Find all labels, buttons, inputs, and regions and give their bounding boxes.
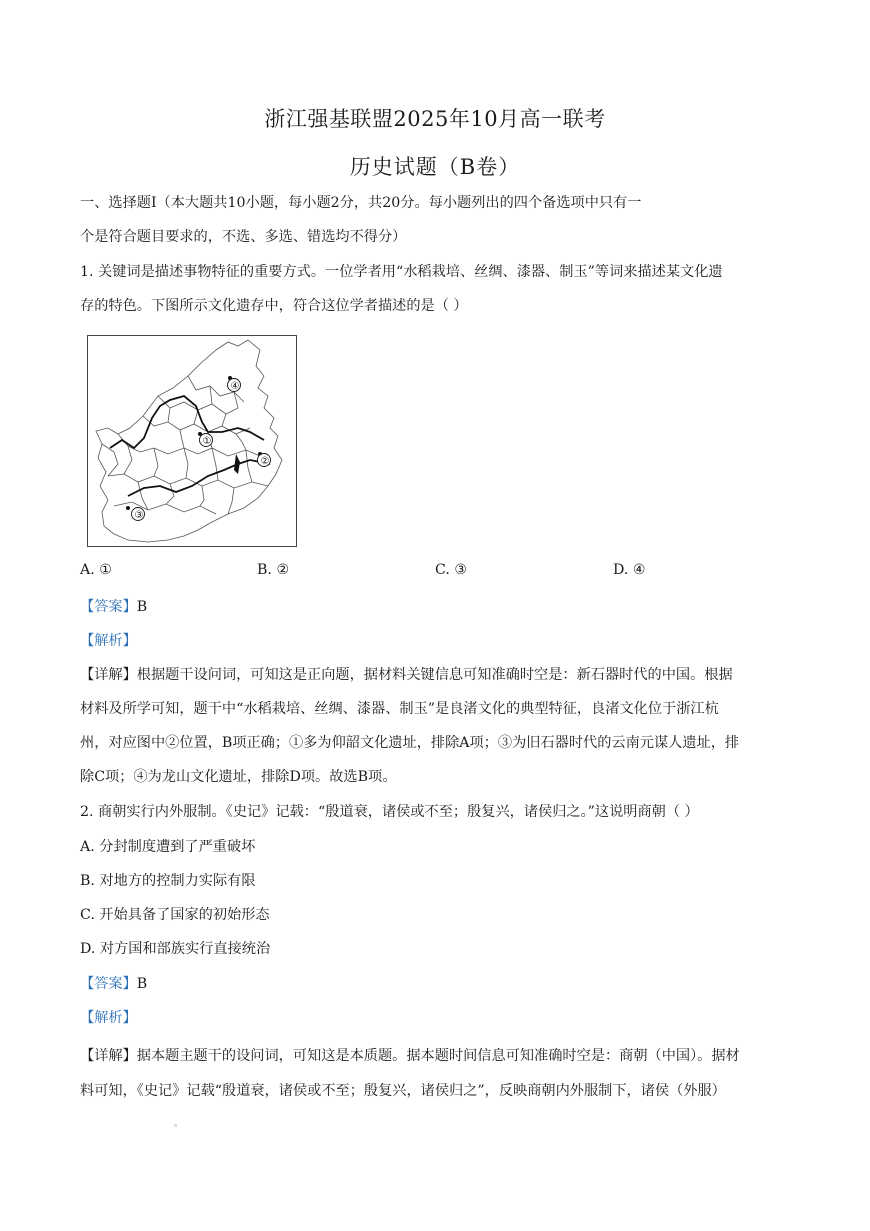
q1-stem-line2: 存的特色。下图所示文化遗存中，符合这位学者描述的是（ ） — [80, 298, 468, 314]
q1-answer-value: B — [136, 599, 148, 615]
footer-mark — [174, 1124, 177, 1127]
q2-analysis — [80, 1007, 800, 1027]
map-label-2: ② — [260, 456, 270, 467]
q2-answer-value: B — [136, 976, 148, 992]
section-heading-line2: 个是符合题目要求的，不选、多选、错选均不得分） — [80, 229, 407, 245]
exam-subtitle: 历史试题（B卷） — [349, 155, 521, 179]
q2-option-a: A. 分封制度遭到了严重破坏 — [80, 839, 256, 855]
q2-option-d: D. 对方国和部族实行直接统治 — [80, 941, 271, 957]
q2-answer-tag: 【答案】 — [80, 976, 137, 992]
china-map-figure — [87, 335, 297, 547]
q1-answer-tag: 【答案】 — [80, 599, 137, 615]
section-heading-line1: 一、选择题Ⅰ（本大题共10小题，每小题2分，共20分。每小题列出的四个备选项中只有一 — [80, 195, 642, 211]
q1-detail-text1: 根据题干设问词，可知这是正向题，据材料关键信息可知准确时空是：新石器时代的中国。根据 — [136, 667, 733, 683]
exam-title: 浙江强基联盟2025年10月高一联考 — [264, 107, 606, 131]
q1-detail-line2: 材料及所学可知，题干中“水稻栽培、丝绸、漆器、制玉”是良渚文化的典型特征，良渚文化位于浙江杭 — [80, 701, 719, 717]
q2-detail-line1 — [80, 1045, 800, 1065]
q2-stem: 2. 商朝实行内外服制。《史记》记载：“殷道衰，诸侯或不至；殷复兴，诸侯归之。”这说明商朝（ ） — [80, 804, 699, 820]
q2-option-c: C. 开始具备了国家的初始形态 — [80, 907, 270, 923]
map-label-4: ④ — [230, 381, 240, 392]
q1-option-c: C. ③ — [435, 562, 468, 578]
q1-detail-line1 — [80, 664, 800, 684]
q1-answer — [80, 596, 800, 616]
q1-option-b: B. ② — [257, 562, 290, 578]
map-label-3: ③ — [134, 510, 144, 521]
china-map-svg — [88, 336, 296, 546]
q2-analysis-tag: 【解析】 — [80, 1010, 137, 1026]
q1-option-a: A. ① — [80, 562, 112, 578]
q2-detail-tag: 【详解】 — [80, 1048, 137, 1064]
q2-detail-line2: 料可知，《史记》记载“殷道衰，诸侯或不至；殷复兴，诸侯归之”，反映商朝内外服制下，诸侯（外服） — [80, 1083, 726, 1099]
q1-detail-line4: 除C项；④为龙山文化遗址，排除D项。故选B项。 — [80, 769, 397, 785]
q2-detail-text1: 据本题主题干的设问词，可知这是本质题。据本题时间信息可知准确时空是：商朝（中国）。据材 — [136, 1048, 740, 1064]
q2-option-b: B. 对地方的控制力实际有限 — [80, 873, 256, 889]
q1-detail-line3: 州，对应图中②位置，B项正确；①多为仰韶文化遗址，排除A项；③为旧石器时代的云南元谋人遗址，排 — [80, 735, 740, 751]
q1-option-d: D. ④ — [613, 562, 646, 578]
q1-detail-tag: 【详解】 — [80, 667, 137, 683]
q1-analysis — [80, 630, 800, 650]
q2-answer — [80, 973, 800, 993]
map-label-1: ① — [202, 436, 212, 447]
q1-stem-line1: 1. 关键词是描述事物特征的重要方式。一位学者用“水稻栽培、丝绸、漆器、制玉”等词来描述某文化遗 — [80, 264, 723, 280]
q1-analysis-tag: 【解析】 — [80, 633, 137, 649]
